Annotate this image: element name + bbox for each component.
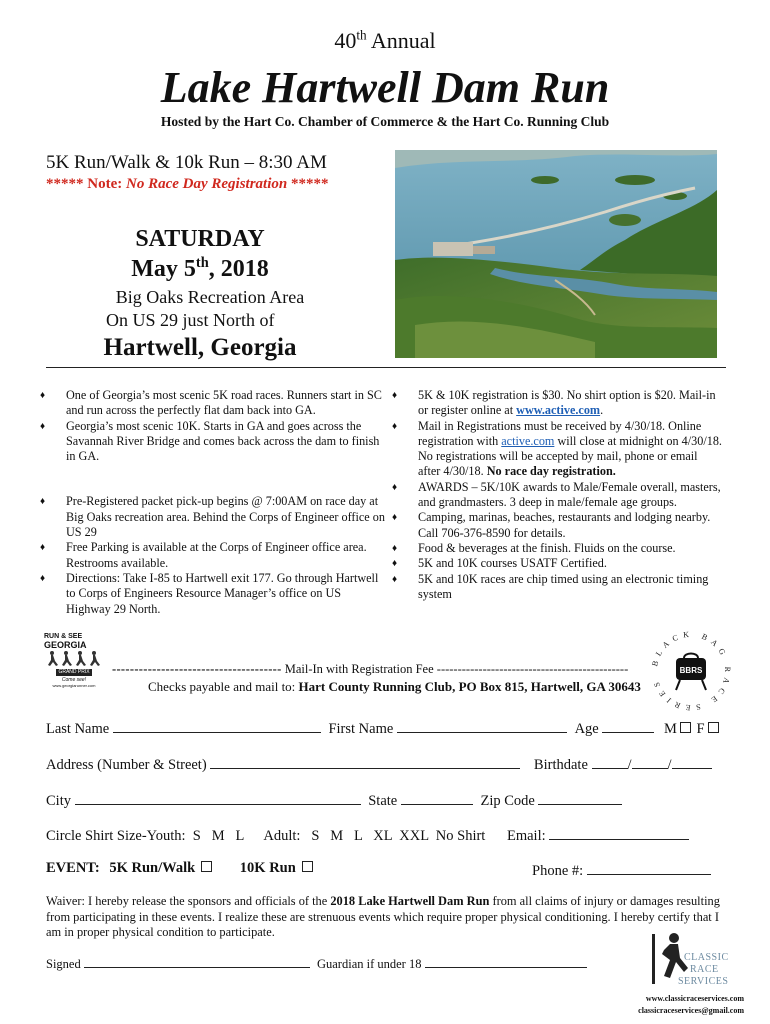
phone-field[interactable] bbox=[587, 860, 711, 875]
female-checkbox[interactable] bbox=[708, 722, 719, 733]
annual-word: Annual bbox=[370, 28, 436, 53]
classic-race-services-logo: CLASSIC RACE SERVICES bbox=[650, 930, 746, 990]
zip-field[interactable] bbox=[538, 790, 622, 805]
youth-shirt-sizes[interactable]: Circle Shirt Size-Youth: S M L bbox=[46, 828, 244, 844]
right-bullets bbox=[392, 388, 722, 602]
list-item: ♦ 5K and 10K courses USATF Certified. bbox=[392, 556, 722, 571]
signature-row: Signed Guardian if under 18 bbox=[46, 956, 587, 972]
list-item: ♦ 5K & 10K registration is $30. No shirt option is $20. Mail-in or register online at www.active.com. bbox=[392, 388, 722, 419]
adult-shirt-sizes[interactable]: Adult: S M L XL XXL No Shirt bbox=[263, 828, 486, 844]
race-date bbox=[60, 256, 340, 283]
active-link[interactable]: www.active.com bbox=[516, 403, 601, 418]
email-field[interactable] bbox=[549, 825, 689, 840]
last-name-field[interactable] bbox=[113, 718, 321, 733]
event-5k-checkbox[interactable] bbox=[201, 861, 212, 872]
date-main: May 5 bbox=[131, 256, 196, 282]
events-time: 5K Run/Walk & 10k Run – 8:30 AM bbox=[46, 152, 327, 173]
annual-line bbox=[0, 28, 770, 54]
list-item: ♦ Directions: Take I-85 to Hartwell exit 177. Go through Hartwell to Corps of Engineers Resource Manager’s office on US Highway 29 North. bbox=[40, 571, 385, 617]
active-link-2[interactable]: active.com bbox=[501, 433, 555, 448]
male-checkbox[interactable] bbox=[680, 722, 691, 733]
event-10k-checkbox[interactable] bbox=[302, 861, 313, 872]
first-name-field[interactable] bbox=[397, 718, 567, 733]
list-item: ♦ Camping, marinas, beaches, restaurants and lodging nearby. Call 706-376-8590 for details. bbox=[392, 510, 722, 541]
page-title: Lake Hartwell Dam Run bbox=[160, 63, 610, 112]
state-field[interactable] bbox=[401, 790, 473, 805]
dam-aerial-photo bbox=[395, 150, 717, 358]
form-row-city: City State Zip Code bbox=[46, 790, 622, 810]
location-city: Hartwell, Georgia bbox=[103, 334, 297, 361]
runners-icon bbox=[44, 650, 104, 668]
list-item: ♦ Pre-Registered packet pick-up begins @ 7:00AM on race day at Big Oaks recreation area. Behind the Corps of Engineer office on US 29 bbox=[40, 494, 385, 540]
waiver-text: Waiver: I hereby release the sponsors and officials of the 2018 Lake Hartwell Dam Run from all claims of injury or damages resulting from participating in these events. I realize these are strenuous events which require proper physical conditioning. I hereby certify that I am in proper physical condition to participate. bbox=[46, 894, 720, 939]
location-line-1: Big Oaks Recreation Area bbox=[115, 287, 305, 307]
birth-year-field[interactable] bbox=[672, 754, 712, 769]
date-suffix: th bbox=[195, 255, 209, 271]
note-stars-right: ***** bbox=[290, 176, 329, 192]
location-line-2: On US 29 just North of bbox=[106, 310, 275, 330]
crs-email[interactable]: classicraceservices@gmail.com bbox=[638, 1006, 744, 1015]
date-year: , 2018 bbox=[208, 256, 269, 282]
black-bag-race-series-logo bbox=[648, 628, 734, 714]
hosted-by: Hosted by the Hart Co. Chamber of Commerce & the Hart Co. Running Club bbox=[160, 114, 610, 129]
list-item: ♦ 5K and 10K races are chip timed using an electronic timing system bbox=[392, 572, 722, 603]
svg-text:BLACK BAG RACE SERIES: BLACK BAG RACE SERIES bbox=[650, 629, 733, 713]
no-race-day-note bbox=[46, 176, 328, 193]
signature-field[interactable] bbox=[84, 956, 310, 968]
mail-in-line: -------------------------------------- Mail-In with Registration Fee ---------------------------------------------- bbox=[112, 662, 629, 676]
birth-day-field[interactable] bbox=[632, 754, 668, 769]
guardian-signature-field[interactable] bbox=[425, 956, 587, 968]
note-stars-left: ***** Note: bbox=[46, 176, 123, 192]
birth-month-field[interactable] bbox=[592, 754, 628, 769]
bbrs-center-text: BBRS bbox=[679, 666, 703, 675]
age-field[interactable] bbox=[602, 718, 654, 733]
header-divider bbox=[46, 367, 726, 368]
form-row-event: EVENT: 5K Run/Walk 10K Run bbox=[46, 860, 313, 877]
race-day: SATURDAY bbox=[135, 226, 265, 252]
address-field[interactable] bbox=[210, 754, 520, 769]
form-row-phone: Phone #: bbox=[532, 860, 711, 880]
list-item: ♦ Free Parking is available at the Corps of Engineer office area. Restrooms available. bbox=[40, 540, 385, 571]
list-item: ♦ Georgia’s most scenic 10K. Starts in GA and goes across the Savannah River Bridge and comes back across the dam to finish in GA. bbox=[40, 419, 385, 465]
form-row-shirt: Circle Shirt Size-Youth: S M L Adult: S M L XL XXL No Shirt Email: bbox=[46, 825, 689, 845]
crs-website[interactable]: www.classicraceservices.com bbox=[645, 994, 744, 1003]
run-see-georgia-logo: RUN & SEE GEORGIA GRAND PRIX Come see! www.georgiarunner.com bbox=[44, 633, 104, 691]
form-row-name: Last Name First Name Age M F bbox=[46, 718, 719, 738]
form-row-address: Address (Number & Street) Birthdate / / bbox=[46, 754, 712, 774]
city-field[interactable] bbox=[75, 790, 361, 805]
annual-number: 40 bbox=[334, 28, 357, 53]
annual-suffix: th bbox=[356, 27, 367, 43]
list-item: ♦ AWARDS – 5K/10K awards to Male/Female overall, masters, and grandmasters. 3 deep in male/female age groups. bbox=[392, 480, 722, 511]
note-text: No Race Day Registration bbox=[125, 176, 288, 192]
left-bullets bbox=[40, 388, 385, 617]
list-item: ♦ Mail in Registrations must be received by 4/30/18. Online registration with active.com will close at midnight on 4/30/18. No registrations will be accepted by mail, phone or email after 4/30/18. No race day registration. bbox=[392, 419, 722, 480]
list-item: ♦ Food & beverages at the finish. Fluids on the course. bbox=[392, 541, 722, 556]
checks-payable: Checks payable and mail to: Hart County Running Club, PO Box 815, Hartwell, GA 30643 bbox=[148, 679, 641, 694]
list-item: ♦ One of Georgia’s most scenic 5K road races. Runners start in SC and run across the perfectly flat dam back into GA. bbox=[40, 388, 385, 419]
